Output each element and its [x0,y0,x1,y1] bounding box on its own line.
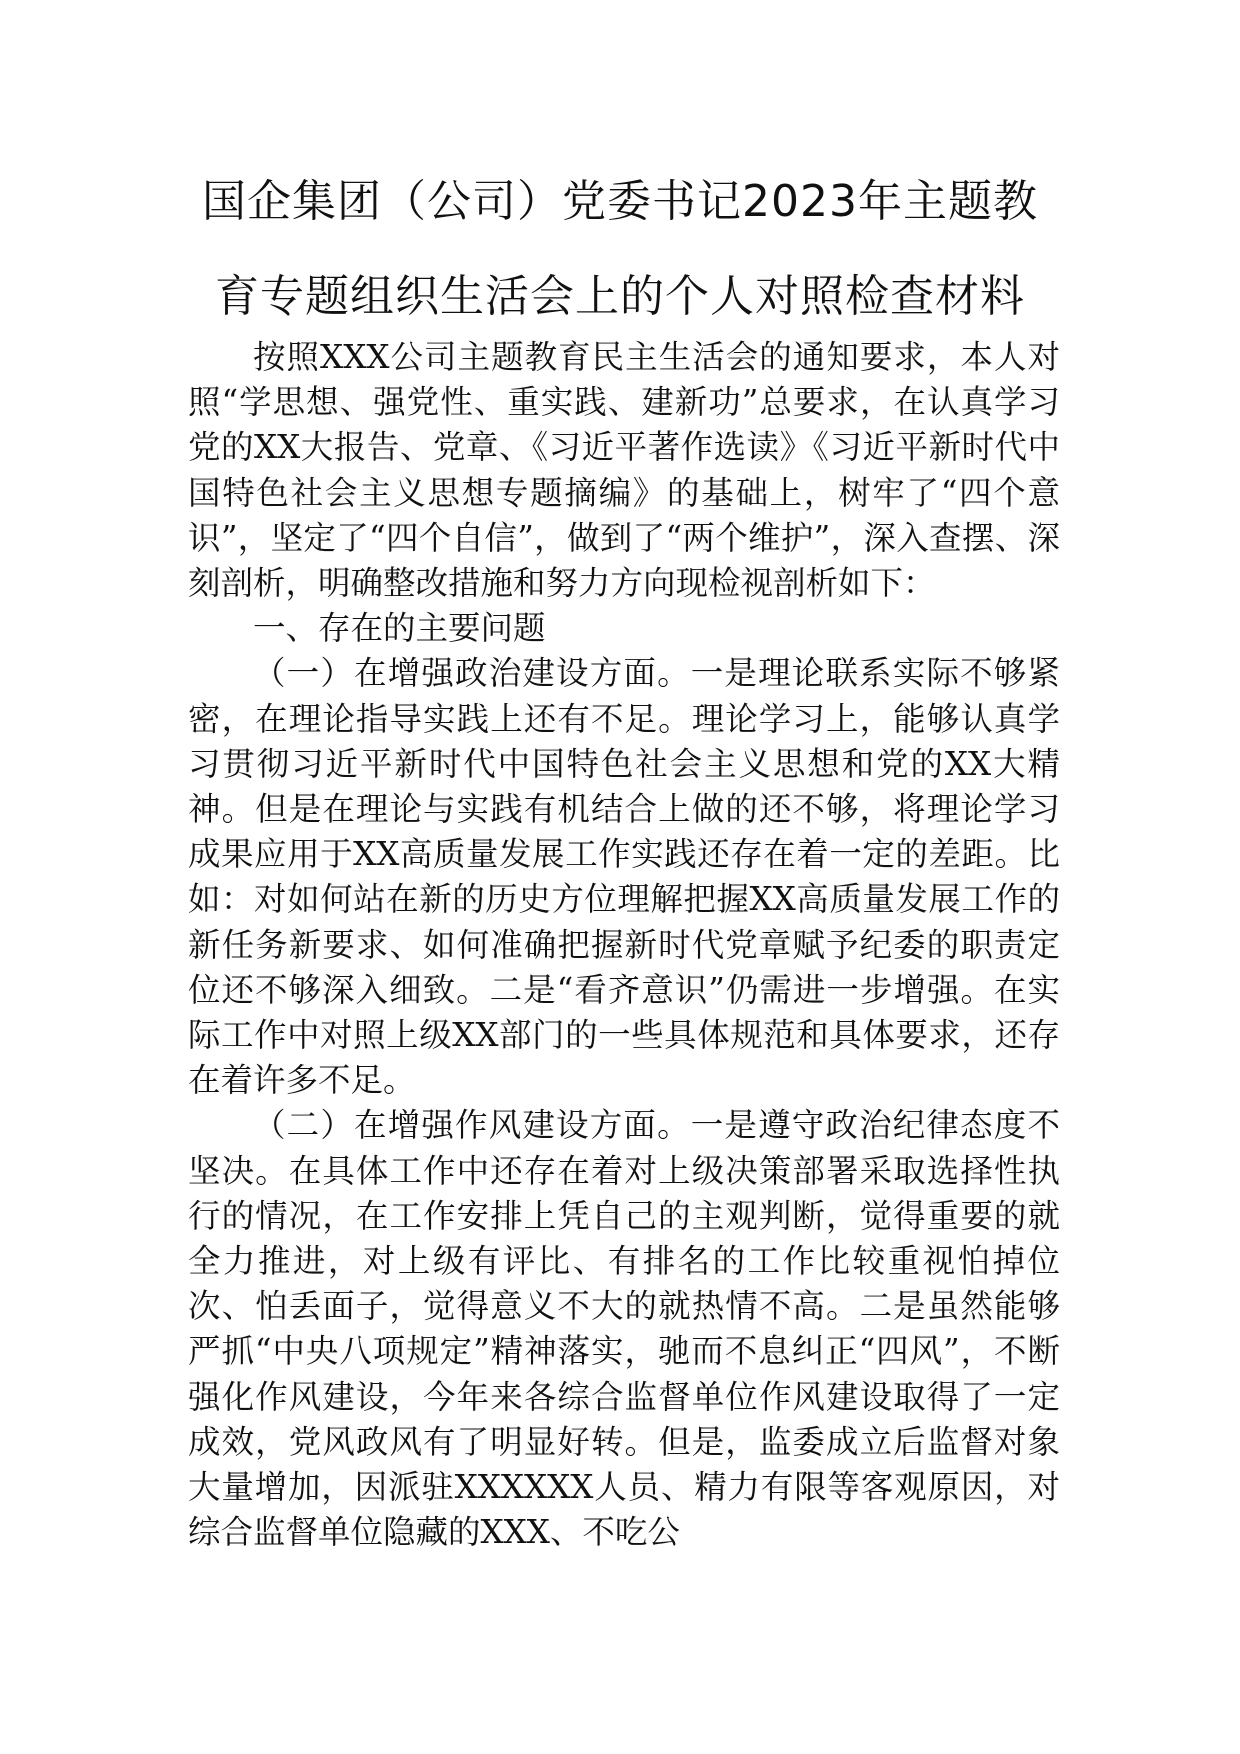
paragraph-work-style-construction: （二）在增强作风建设方面。一是遵守政治纪律态度不坚决。在具体工作中还存在着对上级决策部署采取选择性执行的情况，在工作安排上凭自己的主观判断，觉得重要的就全力推进，对上级有评比、有排名的工作比较重视怕掉位次、怕丢面子，觉得意义不大的就热情不高。二是虽然能够严抓“中央八项规定”精神落实，驰而不息纠正“四风”，不断强化作风建设，今年来各综合监督单位作风建设取得了一定成效，党风政风有了明显好转。但是，监委成立后监督对象大量增加，因派驻XXXXXX人员、精力有限等客观原因，对综合监督单位隐藏的XXX、不吃公 [188,1106,1060,1552]
document-body [188,335,1060,1555]
document-title-line-1: 国企集团（公司）党委书记2023年主题教 [202,176,1038,227]
section-heading-main-problems: 一、存在的主要问题 [253,609,546,648]
intro-paragraph: 按照XXX公司主题教育民主生活会的通知要求，本人对照“学思想、强党性、重实践、建新功”总要求，在认真学习党的XX大报告、党章、《习近平著作选读》《习近平新时代中国特色社会主义思想专题摘编》的基础上，树牢了“四个意识”，坚定了“四个自信”，做到了“两个维护”，深入查摆、深刻剖析，明确整改措施和努力方向现检视剖析如下： [188,338,1060,603]
paragraph-political-construction: （一）在增强政治建设方面。一是理论联系实际不够紧密，在理论指导实践上还有不足。理论学习上，能够认真学习贯彻习近平新时代中国特色社会主义思想和党的XX大精神。但是在理论与实践有机结合上做的还不够，将理论学习成果应用于XX高质量发展工作实践还存在着一定的差距。比如：对如何站在新的历史方位理解把握XX高质量发展工作的新任务新要求、如何准确把握新时代党章赋予纪委的职责定位还不够深入细致。二是“看齐意识”仍需进一步增强。在实际工作中对照上级XX部门的一些具体规范和具体要求，还存在着许多不足。 [188,654,1060,1100]
document-title-line-2: 育专题组织生活会上的个人对照检查材料 [215,271,1025,322]
